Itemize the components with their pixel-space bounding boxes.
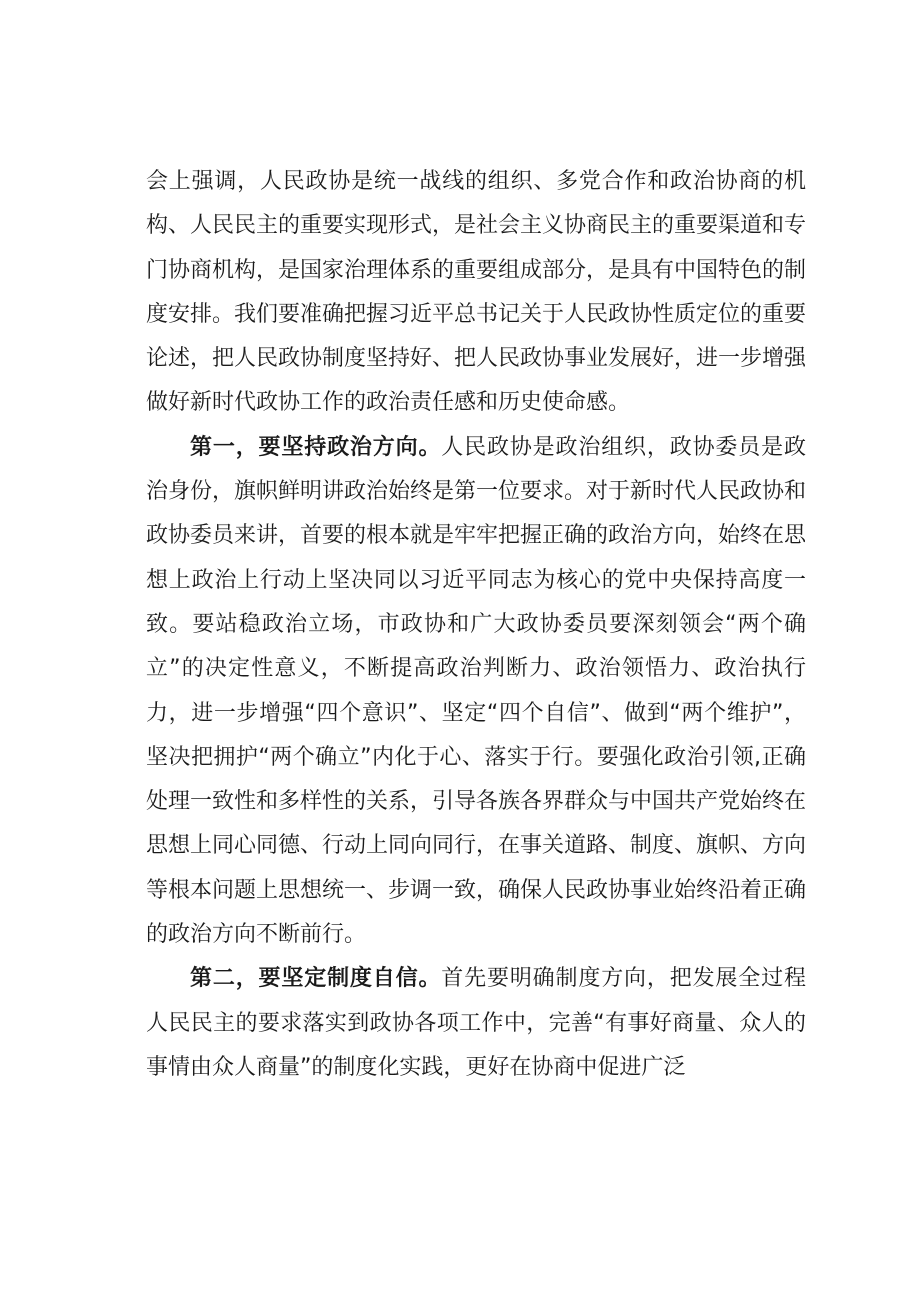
paragraph-body: 会上强调，人民政协是统一战线的组织、多党合作和政治协商的机构、人民民主的重要实现形式，是社会主义协商民主的重要渠道和专门协商机构，是国家治理体系的重要组成部分，是具有中国特色的制度安排。我们要准确把握习近平总书记关于人民政协性质定位的重要论述，把人民政协制度坚持好、把人民政协事业发展好，进一步增强做好新时代政协工作的政治责任感和历史使命感。 [146,169,807,416]
paragraph-heading: 第一，要坚持政治方向。 [190,434,442,460]
paragraph-body: 人民政协是政治组织，政协委员是政治身份，旗帜鲜明讲政治始终是第一位要求。对于新时代人民政协和政协委员来讲，首要的根本就是牢牢把握正确的政治方向，始终在思想上政治上行动上坚决同以习近平同志为核心的党中央保持高度一致。要站稳政治立场，市政协和广大政协委员要深刻领会“两个确立”的决定性意义，不断提高政治判断力、政治领悟力、政治执行力，进一步增强“四个意识”、坚定“四个自信”、做到“两个维护”，坚决把拥护“两个确立”内化于心、落实于行。要强化政治引领,正确处理一致性和多样性的关系，引导各族各界群众与中国共产党始终在思想上同心同德、行动上同向同行，在事关道路、制度、旗帜、方向等根本问题上思想统一、步调一致，确保人民政协事业始终沿着正确的政治方向不断前行。 [146,434,807,948]
paragraph-point-one [146,426,806,958]
document-body [146,160,806,1090]
paragraph-body: 首先要明确制度方向，把发展全过程人民民主的要求落实到政协各项工作中，完善“有事好商量、众人的事情由众人商量”的制度化实践，更好在协商中促进广泛 [146,966,806,1080]
paragraph-heading: 第二，要坚定制度自信。 [190,966,442,992]
paragraph-intro [146,160,806,426]
paragraph-point-two [146,957,806,1090]
